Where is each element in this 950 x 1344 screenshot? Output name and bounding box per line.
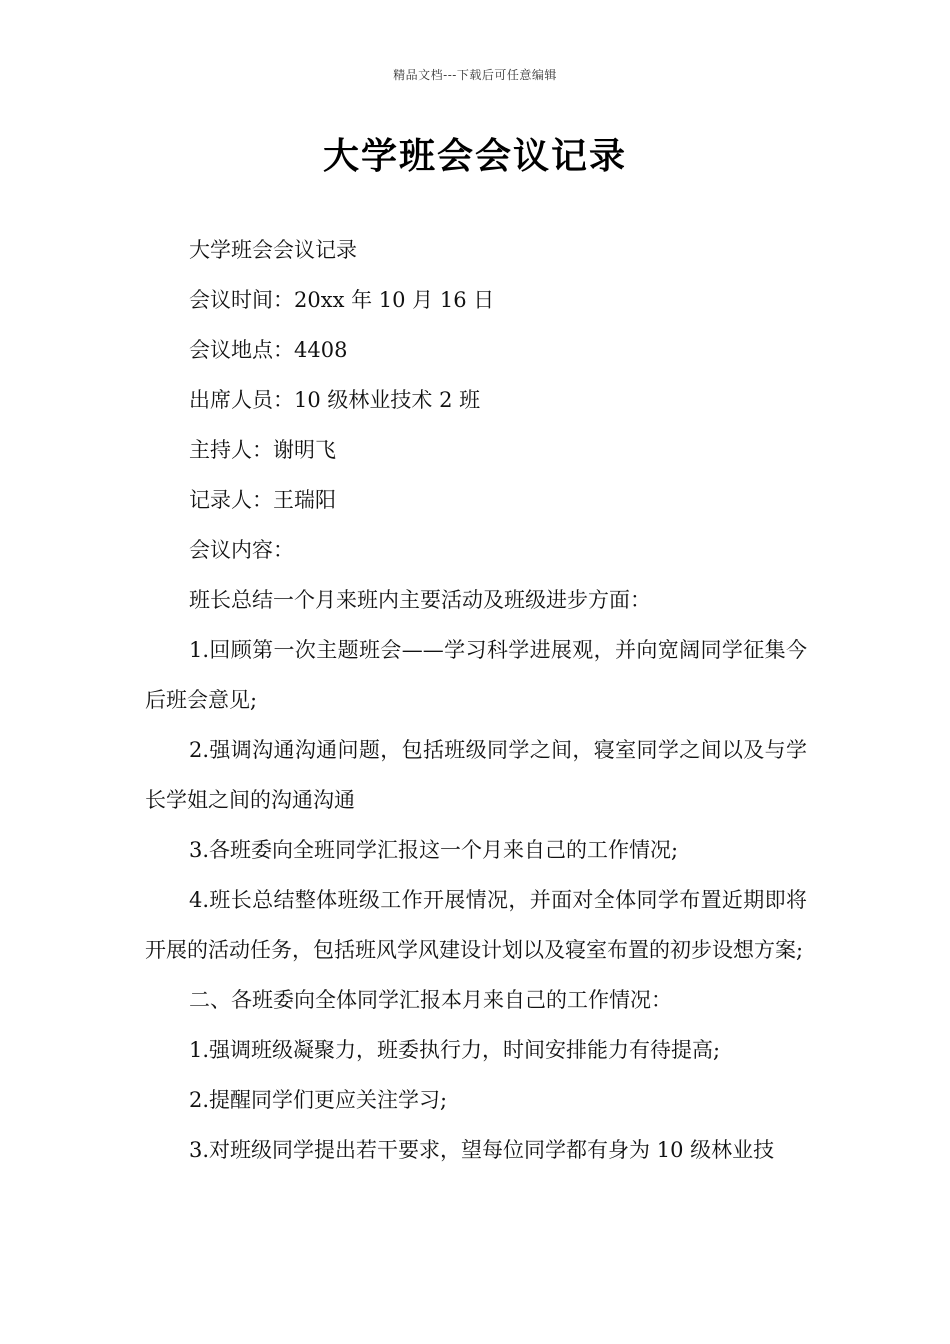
paragraph-item-2: 2.强调沟通沟通问题，包括班级同学之间，寝室同学之间以及与学长学姐之间的沟通沟通 bbox=[145, 738, 807, 812]
paragraph-meeting-place: 会议地点：4408 bbox=[189, 338, 348, 362]
paragraph-monitor-summary: 班长总结一个月来班内主要活动及班级进步方面： bbox=[189, 588, 651, 612]
paragraph-host: 主持人：谢明飞 bbox=[189, 438, 336, 462]
paragraph-section-2-heading: 二、各班委向全体同学汇报本月来自己的工作情况： bbox=[189, 988, 672, 1012]
paragraph-item-3: 3.各班委向全班同学汇报这一个月来自己的工作情况; bbox=[189, 838, 679, 862]
paragraph-meeting-time: 会议时间：20xx 年 10 月 16 日 bbox=[189, 288, 495, 312]
paragraph-subtitle: 大学班会会议记录 bbox=[189, 238, 357, 262]
paragraph-item-4: 4.班长总结整体班级工作开展情况，并面对全体同学布置近期即将开展的活动任务，包括班风学风建设计划以及寝室布置的初步设想方案; bbox=[145, 888, 807, 962]
paragraph-attendees: 出席人员：10 级林业技术 2 班 bbox=[189, 388, 481, 412]
header-note: 精品文档---下载后可任意编辑 bbox=[393, 68, 557, 82]
paragraph-section-2-item-3: 3.对班级同学提出若干要求，望每位同学都有身为 10 级林业技 bbox=[189, 1138, 775, 1162]
paragraph-item-1: 1.回顾第一次主题班会——学习科学进展观，并向宽阔同学征集今后班会意见; bbox=[145, 638, 807, 712]
paragraph-recorder: 记录人：王瑞阳 bbox=[189, 488, 336, 512]
paragraph-section-2-item-1: 1.强调班级凝聚力，班委执行力，时间安排能力有待提高; bbox=[189, 1038, 721, 1062]
paragraph-section-2-item-2: 2.提醒同学们更应关注学习; bbox=[189, 1088, 448, 1112]
document-body bbox=[145, 225, 807, 1175]
paragraph-content-heading: 会议内容： bbox=[189, 538, 294, 562]
document-title: 大学班会会议记录 bbox=[322, 136, 627, 177]
